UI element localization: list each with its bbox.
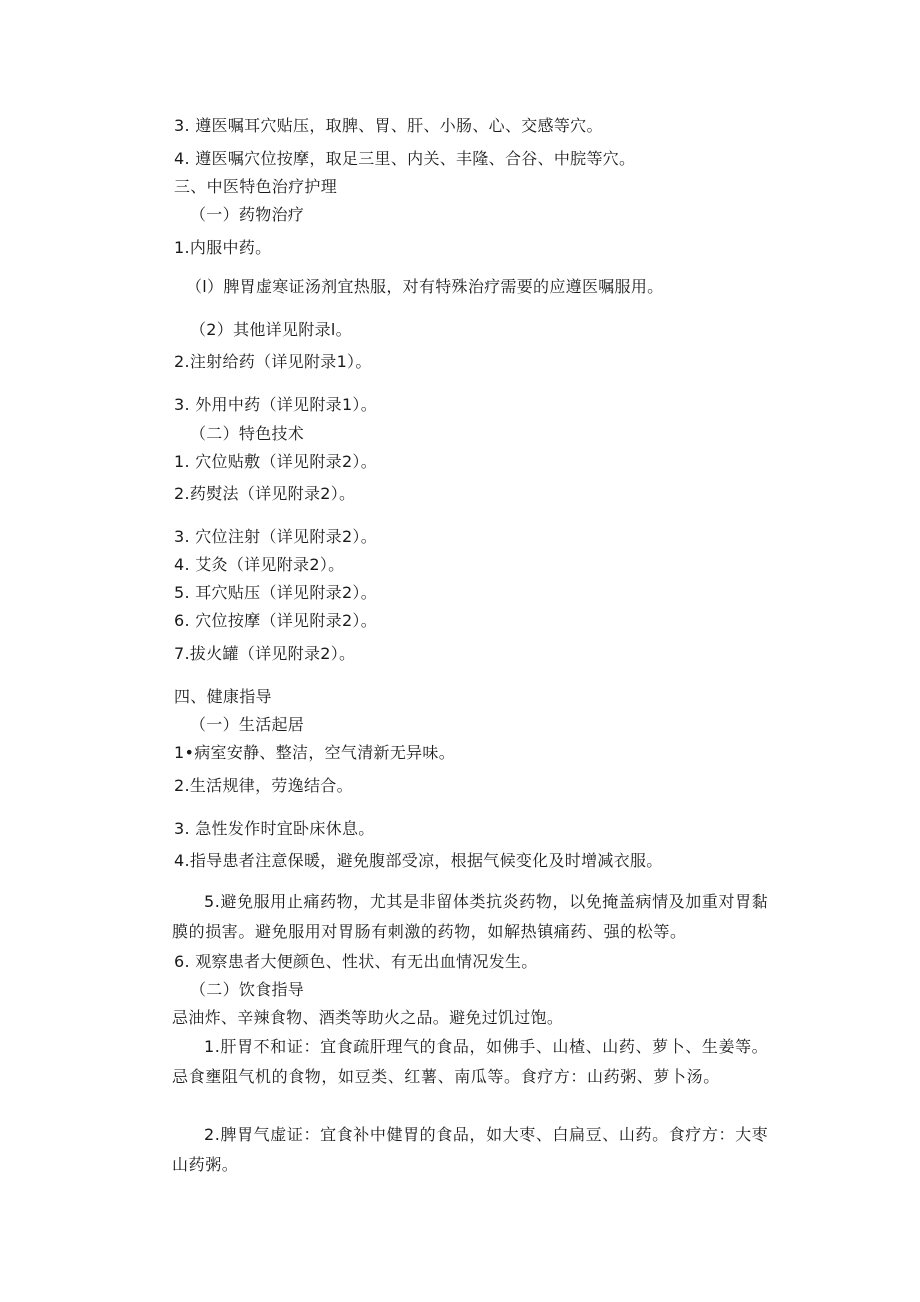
subsection-heading: （二）饮食指导 — [190, 980, 305, 999]
text-line: 3. 外用中药（详见附录1）。 — [174, 395, 378, 414]
paragraph: 1.肝胃不和证：宜食疏肝理气的食品，如佛手、山楂、山药、萝卜、生姜等。忌食壅阻气机的食物，如豆类、红薯、南瓜等。食疗方：山药粥、萝卜汤。 — [172, 1037, 769, 1086]
text-line: 4.指导患者注意保暖，避免腹部受凉，根据气候变化及时增减衣服。 — [174, 851, 663, 870]
paragraph: 2.脾胃气虚证：宜食补中健胃的食品，如大枣、白扁豆、山药。食疗方：大枣山药粥。 — [172, 1125, 769, 1174]
text-line: （l）脾胃虚寒证汤剂宜热服，对有特殊治疗需要的应遵医嘱服用。 — [186, 277, 664, 296]
subsection-heading: （一）药物治疗 — [190, 205, 305, 224]
text-line: 3. 穴位注射（详见附录2）。 — [174, 527, 378, 546]
paragraph: 5.避免服用止痛药物，尤其是非留体类抗炎药物，以免掩盖病情及加重对胃黏膜的损害。避免服用对胃肠有刺激的药物，如解热镇痛药、强的松等。 — [172, 892, 769, 941]
text-line: 1.内服中药。 — [174, 238, 272, 257]
section-heading: 四、健康指导 — [174, 687, 272, 706]
text-line: 3. 急性发作时宜卧床休息。 — [174, 819, 375, 838]
text-line: 4. 艾灸（详见附录2）。 — [174, 555, 345, 574]
text-line: 6. 观察患者大便颜色、性状、有无出血情况发生。 — [174, 952, 538, 971]
text-line: 3. 遵医嘱耳穴贴压，取脾、胃、肝、小肠、心、交感等穴。 — [174, 116, 603, 135]
text-line: 忌油炸、辛辣食物、酒类等助火之品。避免过饥过饱。 — [172, 1008, 564, 1027]
text-line: （2）其他详见附录l。 — [190, 320, 352, 339]
subsection-heading: （二）特色技术 — [190, 424, 305, 443]
text-line: 4. 遵医嘱穴位按摩，取足三里、内关、丰隆、合谷、中脘等穴。 — [174, 149, 636, 168]
text-line: 2.生活规律，劳逸结合。 — [174, 776, 353, 795]
text-line: 2.药熨法（详见附录2）。 — [174, 484, 356, 503]
text-line: 1. 穴位贴敷（详见附录2）。 — [174, 452, 378, 471]
text-line: 6. 穴位按摩（详见附录2）。 — [174, 611, 378, 630]
section-heading: 三、中医特色治疗护理 — [174, 177, 338, 196]
text-line: 1•病室安静、整洁，空气清新无异味。 — [174, 743, 456, 762]
text-line: 7.拔火罐（详见附录2）。 — [174, 644, 356, 663]
text-line: 5. 耳穴贴压（详见附录2）。 — [174, 583, 378, 602]
subsection-heading: （一）生活起居 — [190, 715, 305, 734]
text-line: 2.注射给药（详见附录1）。 — [174, 352, 372, 371]
